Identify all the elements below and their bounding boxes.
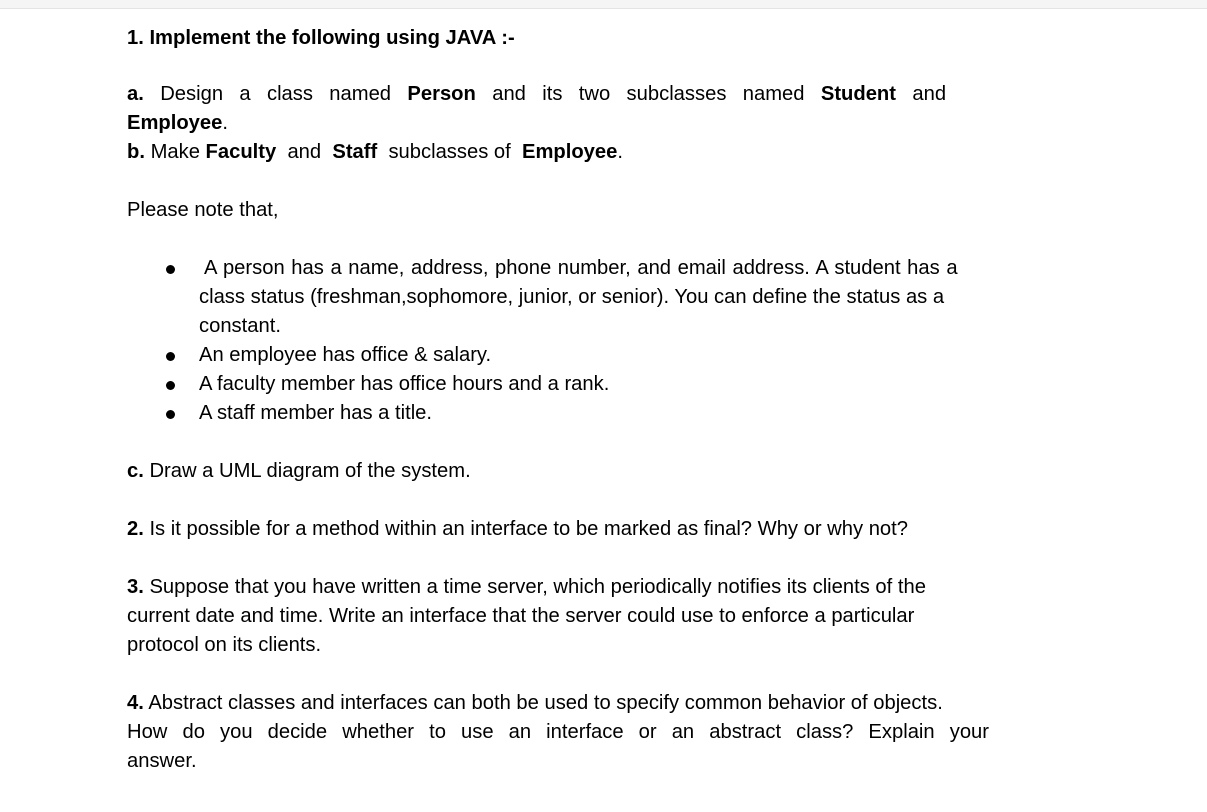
part-a-label: a. (127, 83, 144, 105)
question-3-text-1: Suppose that you have written a time server, which periodically notifies its clients of the (149, 576, 926, 598)
class-person: Person (407, 83, 476, 105)
question-4-text-1: Abstract classes and interfaces can both be used to specify common behavior of objects. (148, 692, 943, 714)
class-faculty: Faculty (205, 141, 277, 163)
bullet-icon (166, 352, 175, 361)
assignment-heading: 1. Implement the following using JAVA :- (127, 27, 515, 49)
part-b (127, 138, 1127, 167)
part-b-end: . (617, 141, 623, 163)
part-c (127, 457, 1127, 486)
part-c-label: c. (127, 460, 144, 482)
list-item (127, 341, 1127, 370)
class-employee-b: Employee (521, 141, 618, 163)
part-b-text-3: subclasses of (388, 141, 511, 163)
question-3-label: 3. (127, 576, 144, 598)
question-2-text: Is it possible for a method within an interface to be marked as final? Why or why not? (149, 518, 908, 540)
document-top-edge (0, 0, 1207, 9)
bullet-4: A staff member has a title. (199, 402, 433, 424)
question-4-line-1 (127, 689, 1127, 718)
list-item (127, 370, 1127, 399)
question-4 (127, 689, 1127, 776)
bullet-icon (166, 381, 175, 390)
question-4-line-3: answer. (127, 750, 197, 772)
part-a-end: . (222, 112, 228, 134)
class-staff: Staff (332, 141, 378, 163)
part-a-line-2 (127, 109, 1127, 138)
note-text: Please note that, (127, 199, 279, 221)
bullet-1-line-2: class status (freshman,sophomore, junior, or senior). You can define the status as a (199, 286, 945, 308)
part-a (127, 80, 1127, 138)
part-a-line-1 (127, 80, 946, 109)
requirements-list (127, 254, 1127, 428)
question-2-label: 2. (127, 518, 144, 540)
class-employee: Employee (127, 112, 223, 134)
bullet-2: An employee has office & salary. (199, 344, 492, 366)
part-b-label: b. (127, 141, 145, 163)
class-student: Student (820, 83, 896, 105)
question-4-label: 4. (127, 692, 144, 714)
question-3-line-1 (127, 573, 1127, 602)
bullet-1-line-1: A person has a name, address, phone number, and email address. A student has a (204, 257, 958, 279)
question-2 (127, 515, 1127, 544)
part-a-text-2: and its two subclasses named (492, 83, 805, 105)
question-3-line-2: current date and time. Write an interface that the server could use to enforce a particular (127, 605, 915, 627)
bullet-icon (166, 265, 175, 274)
part-a-text-3: and (912, 83, 947, 105)
bullet-1-line-3: constant. (199, 315, 281, 337)
list-item (127, 254, 1127, 341)
part-a-text-1: Design a class named (160, 83, 392, 105)
part-c-text: Draw a UML diagram of the system. (149, 460, 471, 482)
part-b-text-2: and (287, 141, 322, 163)
list-item (127, 399, 1127, 428)
question-3-line-3: protocol on its clients. (127, 634, 322, 656)
question-4-line-2: How do you decide whether to use an interface or an abstract class? Explain your (127, 721, 989, 743)
part-b-text-1: Make (150, 141, 200, 163)
bullet-icon (166, 410, 175, 419)
question-3 (127, 573, 1127, 660)
document-page (127, 24, 1127, 776)
bullet-3: A faculty member has office hours and a rank. (199, 373, 610, 395)
